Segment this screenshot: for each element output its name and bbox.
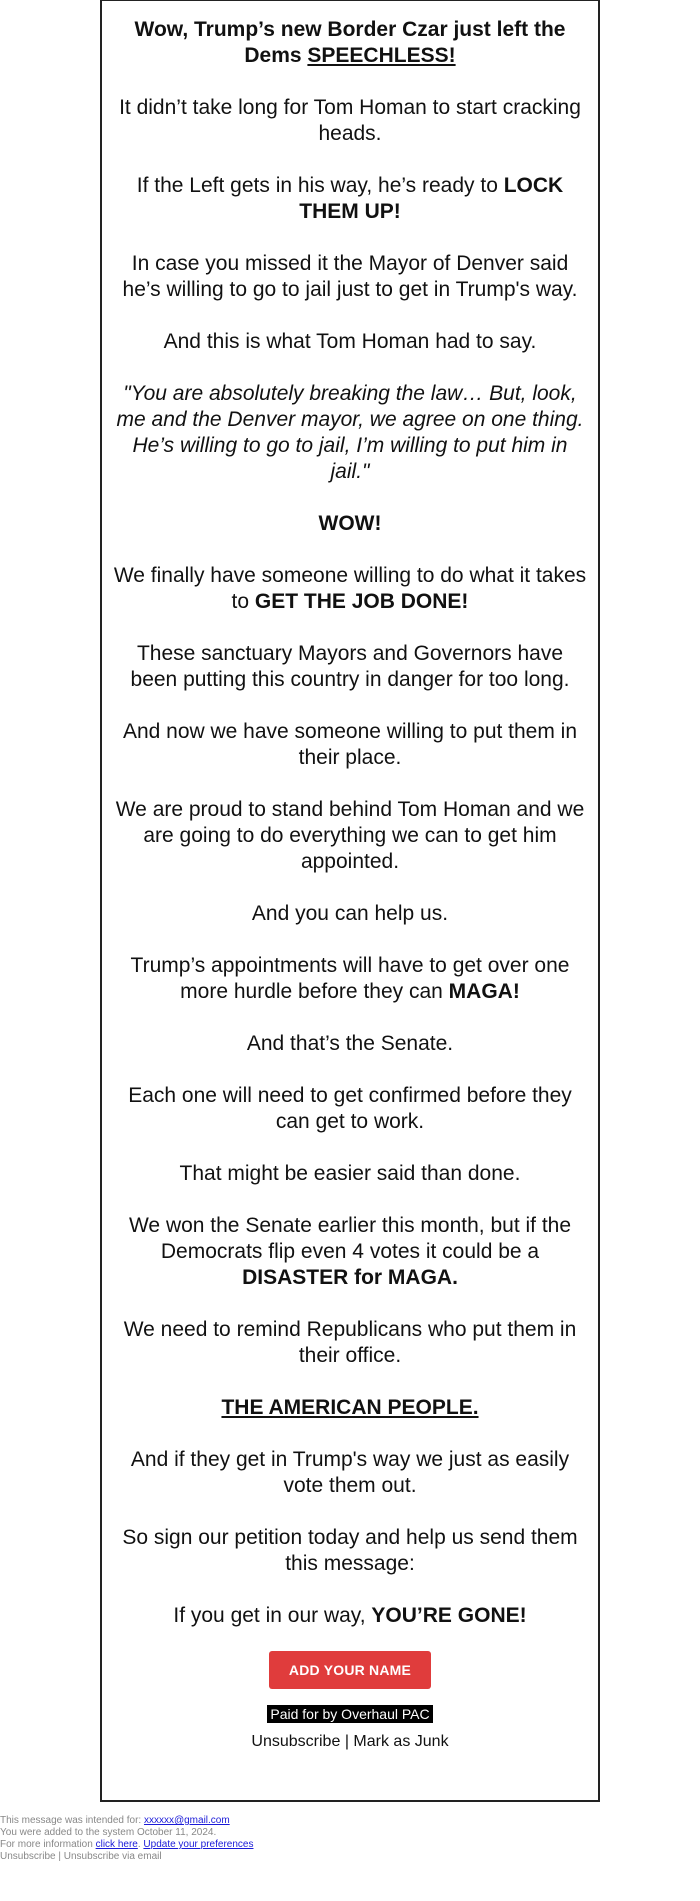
add-your-name-button[interactable]: ADD YOUR NAME <box>269 1651 431 1689</box>
recipient-email-link[interactable]: xxxxxx@gmail.com <box>143 1815 230 1826</box>
footer-unsubscribe-link[interactable]: Unsubscribe <box>0 1851 56 1862</box>
footer-info-separator: . <box>137 1839 144 1850</box>
paragraph-12: Each one will need to get confirmed before they can get to work. <box>128 1084 572 1133</box>
paragraph-18-text: If you get in our way, <box>173 1604 372 1627</box>
paragraph-14-emphasis: DISASTER for MAGA. <box>242 1266 458 1289</box>
email-headline <box>112 17 588 69</box>
footer-unsubscribe-line <box>0 1851 253 1863</box>
homan-quote: "You are absolutely breaking the law… But, look, me and the Denver mayor, we agree on one thing. He’s willing to go to jail, I’m willing to put him in jail." <box>116 382 584 483</box>
paragraph-6: These sanctuary Mayors and Governors have been putting this country in danger for too long. <box>130 642 570 691</box>
paid-for-wrapper <box>112 1689 588 1724</box>
paragraph-10-text: Trump’s appointments will have to get over one more hurdle before they can <box>130 954 570 1003</box>
paragraph-13: That might be easier said than done. <box>179 1162 521 1185</box>
footer-unsubscribe-email-link[interactable]: Unsubscribe via email <box>63 1851 162 1862</box>
paragraph-16: And if they get in Trump's way we just as easily vote them out. <box>130 1448 570 1497</box>
paragraph-4: And this is what Tom Homan had to say. <box>163 330 537 353</box>
headline-text: Wow, Trump’s new Border Czar just left the Dems <box>134 18 566 67</box>
paragraph-5-text: We finally have someone willing to do what it takes to <box>113 564 587 613</box>
american-people-line: THE AMERICAN PEOPLE. <box>221 1396 479 1419</box>
update-preferences-link[interactable]: Update your preferences <box>143 1839 254 1850</box>
paragraph-15: We need to remind Republicans who put them in their office. <box>123 1318 577 1367</box>
paragraph-10-emphasis: MAGA! <box>448 980 520 1003</box>
paragraph-18-emphasis: YOU’RE GONE! <box>371 1604 527 1627</box>
email-body <box>100 0 600 1802</box>
paragraph-5-emphasis: GET THE JOB DONE! <box>254 590 469 613</box>
paragraph-8: We are proud to stand behind Tom Homan and we are going to do everything we can to get him appointed. <box>115 798 585 873</box>
paragraph-9: And you can help us. <box>251 902 449 925</box>
paragraph-1: It didn’t take long for Tom Homan to start cracking heads. <box>119 96 581 145</box>
paragraph-7: And now we have someone willing to put them in their place. <box>122 720 578 769</box>
footer-intended-line <box>0 1815 253 1827</box>
unsubscribe-row <box>112 1732 588 1752</box>
footer-info-prefix: For more information <box>0 1839 96 1850</box>
unsubscribe-link[interactable]: Unsubscribe <box>251 1733 341 1750</box>
paragraph-5 <box>112 563 588 615</box>
paragraph-14-text: We won the Senate earlier this month, but if the Democrats flip even 4 votes it could be a <box>128 1214 572 1263</box>
headline-emphasis: SPEECHLESS! <box>307 44 456 67</box>
paragraph-2 <box>112 173 588 225</box>
click-here-link[interactable]: click here <box>95 1839 138 1850</box>
paragraph-11: And that’s the Senate. <box>246 1032 454 1055</box>
paragraph-3: In case you missed it the Mayor of Denver said he’s willing to go to jail just to get in Trump's way. <box>122 252 578 301</box>
footer-intended-prefix: This message was intended for: <box>0 1815 144 1826</box>
footer-pipe: | <box>58 1851 61 1862</box>
paragraph-2-emphasis: LOCK THEM UP! <box>299 174 564 223</box>
email-footer <box>0 1815 253 1863</box>
cta-wrapper <box>112 1655 588 1689</box>
mark-as-junk-link[interactable]: Mark as Junk <box>353 1733 449 1750</box>
footer-info-line <box>0 1839 253 1851</box>
paragraph-18 <box>112 1603 588 1629</box>
email-content <box>102 1 598 1752</box>
paragraph-2-text: If the Left gets in his way, he’s ready to <box>136 174 504 197</box>
paid-for-disclaimer: Paid for by Overhaul PAC <box>267 1705 432 1723</box>
paragraph-14 <box>112 1213 588 1291</box>
unsubscribe-separator: | <box>344 1733 349 1750</box>
paragraph-10 <box>112 953 588 1005</box>
paragraph-17: So sign our petition today and help us send them this message: <box>122 1526 578 1575</box>
footer-added-line: You were added to the system October 11, 2024. <box>0 1827 217 1838</box>
wow-line: WOW! <box>318 512 382 535</box>
